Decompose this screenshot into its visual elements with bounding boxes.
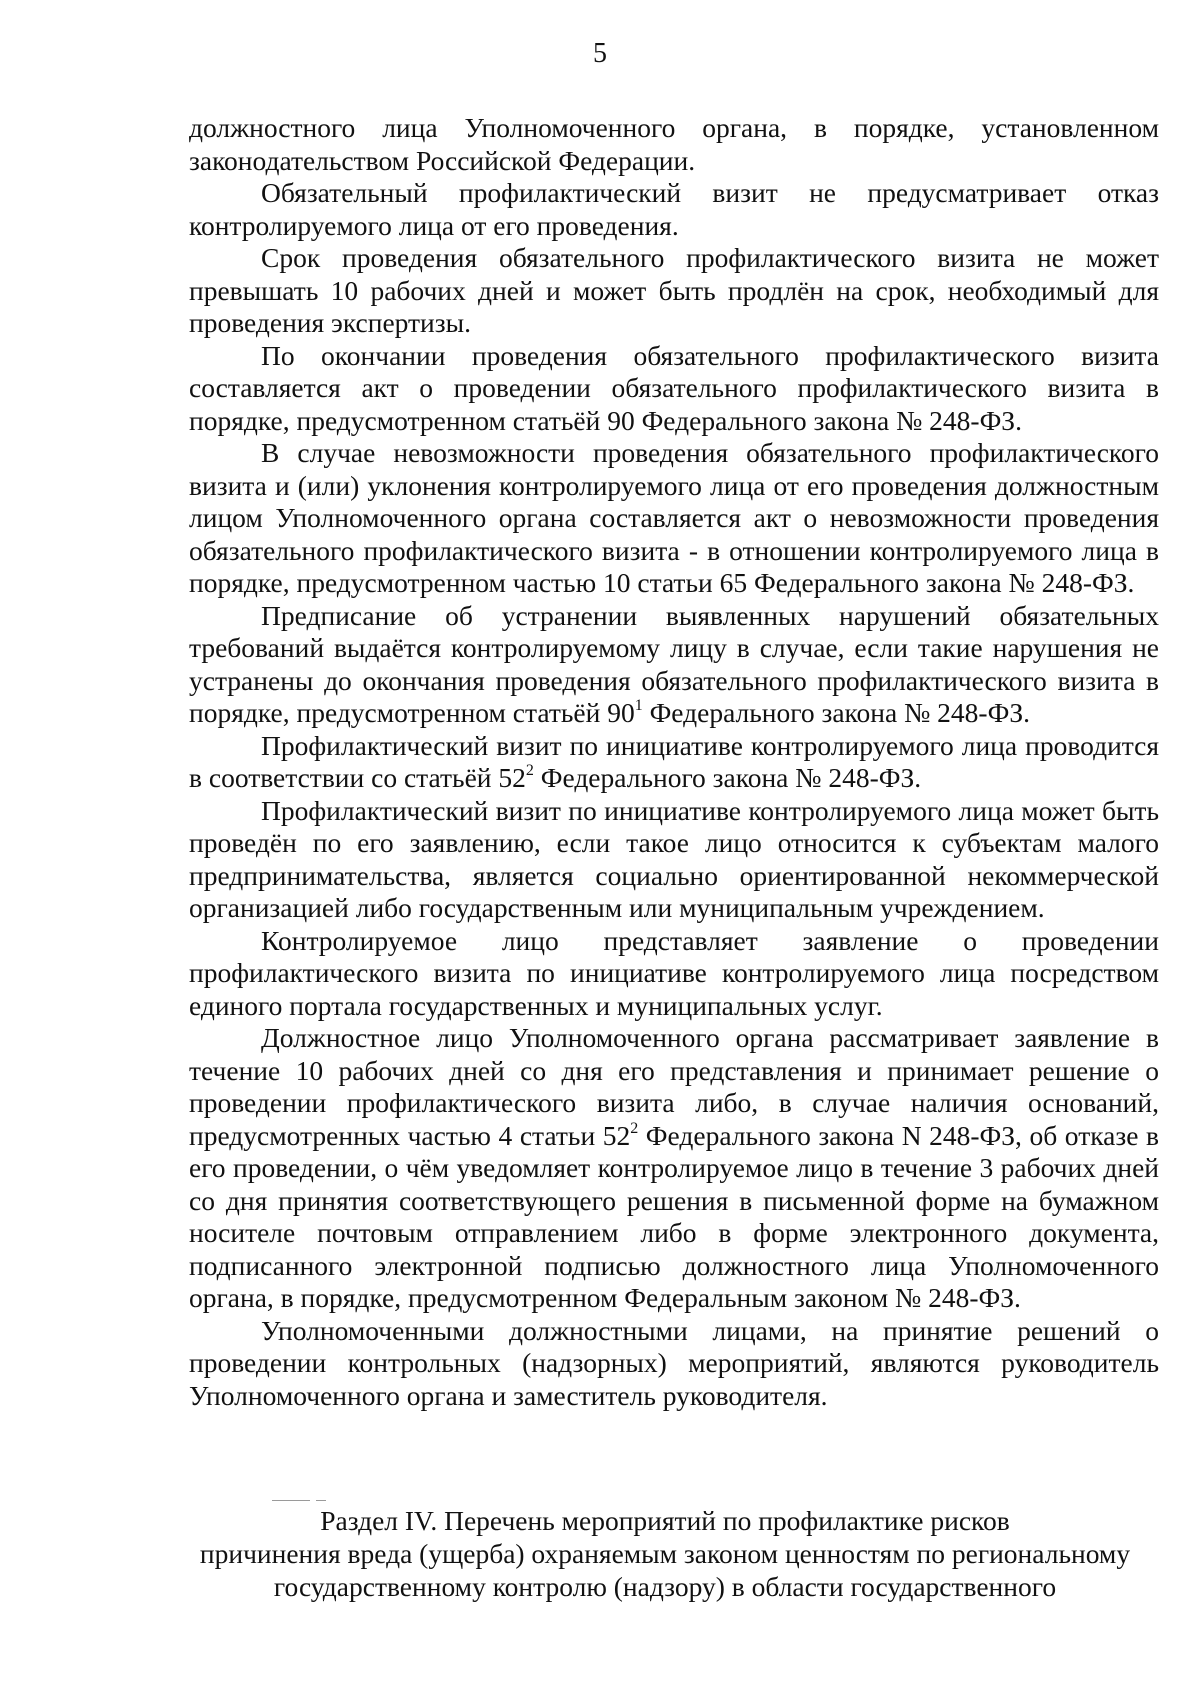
superscript-index: 1 xyxy=(634,697,643,714)
page-number: 5 xyxy=(593,38,607,69)
paragraph xyxy=(189,1022,1159,1315)
paragraph: По окончании проведения обязательного профилактического визита составляется акт о проведении обязательного профилактического визита в порядке, предусмотренном статьёй 90 Федерального закона № 248-ФЗ. xyxy=(189,339,1159,436)
paragraph-text: Федерального закона № 248-ФЗ. xyxy=(642,697,1030,728)
paragraph: Обязательный профилактический визит не предусматривает отказ контролируемого лица от его проведения. xyxy=(189,177,1159,241)
paragraph: В случае невозможности проведения обязательного профилактического визита и (или) уклонения контролируемого лица от его проведения должностным лицом Уполномоченного органа составляется акт о невозможности проведения обязательного профилактического визита - в отношении контролируемого лица в порядке, предусмотренном частью 10 статьи 65 Федерального закона № 248-ФЗ. xyxy=(189,437,1159,598)
paragraph-text: Предписание об устранении выявленных нарушений обязательных требований выдаётся контролируемому лицу в случае, если такие нарушения не устранены до окончания проведения обязательного профилактического визита в порядке, предусмотренном статьёй 90 xyxy=(189,599,1159,728)
superscript-index: 2 xyxy=(525,762,534,779)
scan-artifact xyxy=(316,1500,326,1501)
paragraph-text: Должностное лицо Уполномоченного органа рассматривает заявление в течение 10 рабочих дней со дня его представления и принимает решение о проведении профилактического визита либо, в случае наличия оснований, предусмотренных частью 4 статьи 52 xyxy=(189,1022,1159,1151)
paragraph-text: Федерального закона № 248-ФЗ. xyxy=(533,762,922,793)
section-heading-line: государственному контролю (надзору) в области государственного xyxy=(273,1571,1057,1602)
paragraph: должностного лица Уполномоченного органа, в порядке, установленном законодательством Российской Федерации. xyxy=(189,112,1159,176)
paragraph: Контролируемое лицо представляет заявление о проведении профилактического визита по инициативе контролируемого лица посредством единого портала государственных и муниципальных услуг. xyxy=(189,924,1159,1021)
section-heading-line: Раздел IV. Перечень мероприятий по профилактике рисков xyxy=(320,1505,1010,1536)
superscript-index: 2 xyxy=(630,1119,639,1137)
paragraph xyxy=(189,730,1159,795)
paragraph: Профилактический визит по инициативе контролируемого лица может быть проведён по его заявлению, если такое лицо относится к субъектам малого предпринимательства, является социально ориентированной некоммерческой организацией либо государственным или муниципальным учреждением. xyxy=(189,794,1159,923)
scan-artifact xyxy=(272,1500,310,1501)
paragraph xyxy=(189,600,1159,730)
document-body xyxy=(189,112,1159,1412)
paragraph-text: Профилактический визит по инициативе контролируемого лица проводится в соответствии со статьёй 52 xyxy=(189,729,1159,793)
paragraph-text: Федерального закона N 248-ФЗ, об отказе в его проведении, о чём уведомляет контролируемое лицо в течение 3 рабочих дней со дня принятия соответствующего решения в письменной форме на бумажном носителе почтовым отправлением либо в форме электронного документа, подписанного электронной подписью должностного лица Уполномоченного органа, в порядке, предусмотренном Федеральным законом № 248-ФЗ. xyxy=(189,1119,1159,1313)
section-heading-line: причинения вреда (ущерба) охраняемым законом ценностям по региональному xyxy=(199,1538,1131,1569)
paragraph: Уполномоченными должностными лицами, на принятие решений о проведении контрольных (надзорных) мероприятий, являются руководитель Уполномоченного органа и заместитель руководителя. xyxy=(189,1314,1159,1411)
paragraph: Срок проведения обязательного профилактического визита не может превышать 10 рабочих дней и может быть продлён на срок, необходимый для проведения экспертизы. xyxy=(189,242,1159,338)
section-heading xyxy=(170,1504,1160,1603)
